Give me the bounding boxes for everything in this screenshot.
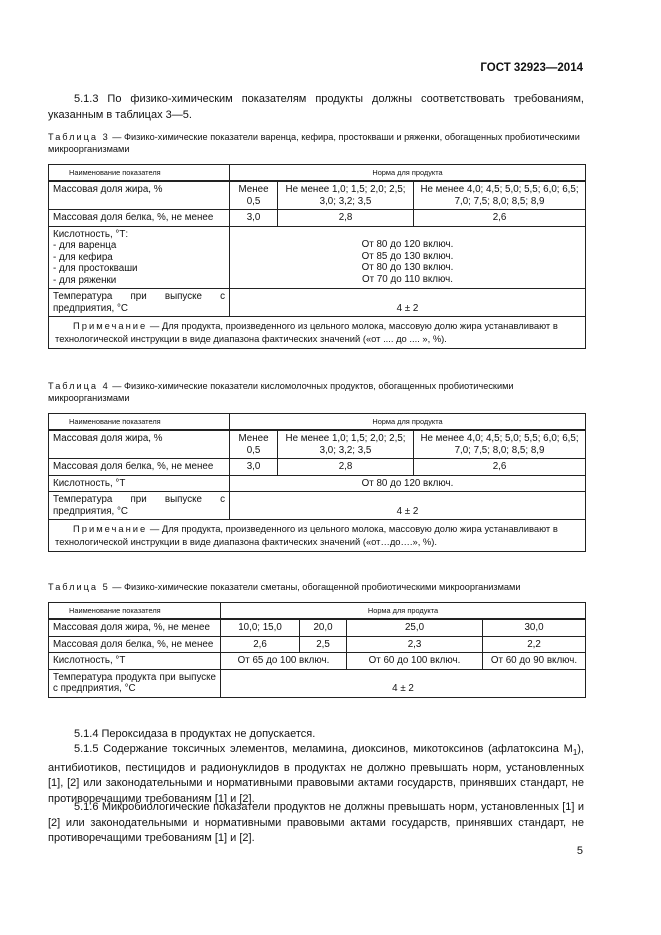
table3-acidity-item: - для кефира	[53, 251, 113, 263]
table3-protein-v2: 2,8	[278, 210, 414, 227]
table5-protein-label: Массовая доля белка, %, не менее	[49, 636, 221, 653]
table5-temp-value: 4 ± 2	[221, 669, 586, 697]
table5-protein-value: 2,2	[483, 636, 586, 653]
table4-protein-v2: 2,8	[278, 459, 414, 476]
table3-fat-v2: Не менее 1,0; 1,5; 2,0; 2,5; 3,0; 3,2; 3,5	[278, 181, 414, 210]
table4	[48, 413, 586, 552]
table5-acidity-label: Кислотность, °Т	[49, 653, 221, 670]
page-number: 5	[576, 845, 583, 857]
table4-head-norm: Норма для продукта	[230, 414, 586, 431]
table5-fat-value: 25,0	[347, 619, 483, 636]
table3-note	[49, 317, 586, 349]
table3-head-norm: Норма для продукта	[230, 165, 586, 182]
table4-fat-v3: Не менее 4,0; 4,5; 5,0; 5,5; 6,0; 6,5; 7,0; 7,5; 8,0; 8,5; 8,9	[414, 430, 586, 459]
clause-5-1-5-subscript: 1	[572, 748, 578, 758]
table5-protein-value: 2,3	[347, 636, 483, 653]
table3-acidity-label	[49, 226, 230, 289]
table3-acidity-value: От 70 до 110 включ.	[362, 273, 453, 285]
table5-caption-label: Таблица 5	[48, 582, 110, 592]
table3-acidity-item: - для простокваши	[53, 263, 138, 274]
table3	[48, 164, 586, 349]
table4-protein-v3: 2,6	[414, 459, 586, 476]
table4-acidity-value: От 80 до 120 включ.	[230, 475, 586, 492]
table5-acidity-value: От 65 до 100 включ.	[221, 653, 347, 670]
clause-5-1-4: 5.1.4 Пероксидаза в продуктах не допускается.	[74, 728, 316, 740]
table4-fat-v1: Менее 0,5	[230, 430, 278, 459]
table3-note-text: — Для продукта, произведенного из цельного молока, массовую долю жира устанавливают в технологической инструкции в виде диапазона фактических значений («от .... до .... », %).	[55, 320, 558, 344]
table5-fat-value: 20,0	[300, 619, 347, 636]
table4-fat-v2: Не менее 1,0; 1,5; 2,0; 2,5; 3,0; 3,2; 3,5	[278, 430, 414, 459]
table3-acidity-value: От 85 до 130 включ.	[361, 250, 454, 262]
table5	[48, 602, 586, 698]
clause-5-1-3: 5.1.3 По физико-химическим показателям продукты должны соответствовать требованиям, указанным в таблицах 3—5.	[48, 93, 584, 121]
table3-acidity-title: Кислотность, °Т:	[53, 228, 129, 240]
clause-5-1-6: 5.1.6 Микробиологические показатели продуктов не должны превышать норм, установленных [1] и [2] или законодательными и нормативными правовыми актами государств, принявших стандарт, не противоречащими требованиям [1] и [2].	[48, 801, 584, 844]
table3-protein-label: Массовая доля белка, %, не менее	[49, 210, 230, 227]
table5-acidity-value: От 60 до 90 включ.	[483, 653, 586, 670]
table3-protein-v1: 3,0	[230, 210, 278, 227]
table3-head-param: Наименование показателя	[49, 165, 230, 182]
table5-fat-label: Массовая доля жира, %, не менее	[49, 619, 221, 636]
clause-5-1-5-part2: ), антибиотиков, пестицидов и радионуклидов в продуктах не должно превышать норм, установленных [1], [2] или законодательными и нормативными правовыми актами государств, принявших стандарт, не противоречащими требованиям [1] и [2].	[48, 743, 584, 805]
table5-protein-value: 2,5	[300, 636, 347, 653]
table3-note-label: Примечание	[73, 320, 148, 331]
clause-5-1-5-part1: 5.1.5 Содержание токсичных элементов, меламина, диоксинов, микотоксинов (афлатоксина М	[74, 743, 573, 755]
table4-caption-text: — Физико-химические показатели кисломолочных продуктов, обогащенных пробиотическими микроорганизмами	[48, 381, 514, 403]
table4-note-label: Примечание	[73, 523, 148, 534]
table3-acidity-item: - для ряженки	[53, 274, 117, 286]
table4-acidity-label: Кислотность, °Т	[49, 475, 230, 492]
table3-fat-v1: Менее 0,5	[230, 181, 278, 210]
table4-head-param: Наименование показателя	[49, 414, 230, 431]
table5-temp-label: Температура продукта при выпуске с предприятия, °С	[49, 669, 221, 697]
table4-protein-v1: 3,0	[230, 459, 278, 476]
table4-caption-label: Таблица 4	[48, 381, 110, 391]
table5-protein-value: 2,6	[221, 636, 300, 653]
standard-designation: ГОСТ 32923—2014	[480, 62, 583, 74]
table4-note	[49, 520, 586, 552]
table4-temp-label: Температура при выпуске с предприятия, °С	[49, 492, 230, 520]
table5-fat-value: 30,0	[483, 619, 586, 636]
table5-caption-text: — Физико-химические показатели сметаны, обогащенной пробиотическими микроорганизмами	[109, 582, 521, 592]
table3-caption-label: Таблица 3	[48, 132, 110, 142]
clause-5-1-5	[48, 742, 584, 807]
table3-fat-v3: Не менее 4,0; 4,5; 5,0; 5,5; 6,0; 6,5; 7,0; 7,5; 8,0; 8,5; 8,9	[414, 181, 586, 210]
table3-temp-value: 4 ± 2	[230, 289, 586, 317]
table5-fat-value: 10,0; 15,0	[221, 619, 300, 636]
table4-caption	[48, 380, 584, 404]
table4-protein-label: Массовая доля белка, %, не менее	[49, 459, 230, 476]
table5-head-norm: Норма для продукта	[221, 603, 586, 620]
table3-acidity-values	[230, 226, 586, 289]
table3-protein-v3: 2,6	[414, 210, 586, 227]
table5-head-param: Наименование показателя	[49, 603, 221, 620]
table3-temp-label: Температура при выпуске с предприятия, °С	[49, 289, 230, 317]
table3-caption-text: — Физико-химические показатели варенца, кефира, простокваши и ряженки, обогащенных пробиотическими микроорганизмами	[48, 132, 580, 154]
table4-temp-value: 4 ± 2	[230, 492, 586, 520]
table5-acidity-value: От 60 до 100 включ.	[347, 653, 483, 670]
table3-fat-label: Массовая доля жира, %	[49, 181, 230, 210]
table4-note-text: — Для продукта, произведенного из цельного молока, массовую долю жира устанавливают в технологической инструкции в виде диапазона фактических значений («от…до….», %).	[55, 523, 558, 547]
table3-acidity-item: - для варенца	[53, 240, 117, 251]
table3-acidity-value: От 80 до 130 включ.	[361, 262, 454, 273]
table3-caption	[48, 131, 584, 155]
table5-caption	[48, 581, 584, 593]
table3-acidity-value: От 80 до 120 включ.	[361, 239, 454, 250]
table4-fat-label: Массовая доля жира, %	[49, 430, 230, 459]
